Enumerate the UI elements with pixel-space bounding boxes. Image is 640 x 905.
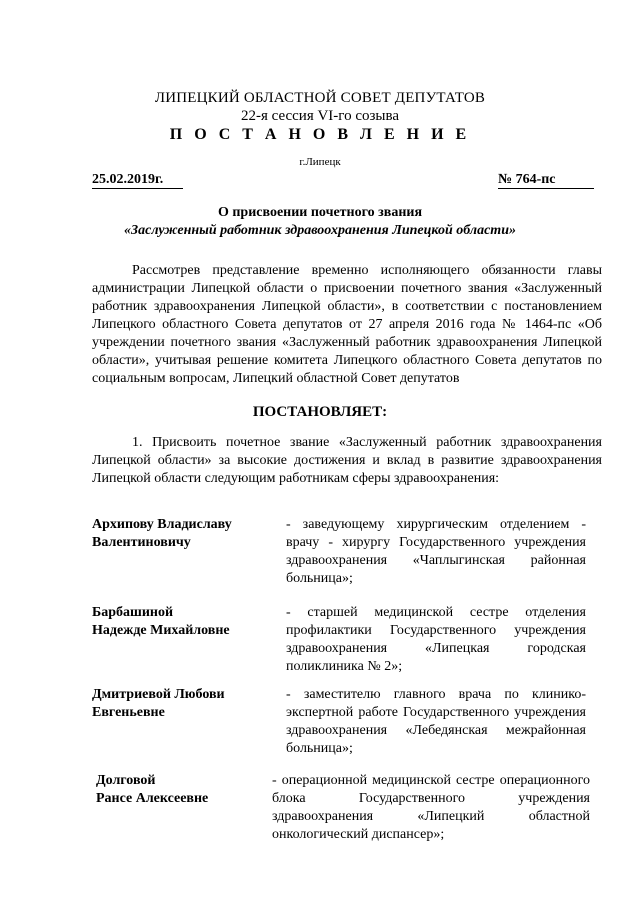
awardee-name-line2: Надежде Михайловне <box>92 623 230 638</box>
city: г.Липецк <box>299 156 341 168</box>
awardee-position: - заведующему хирургическим отделением - врачу - хирургу Государственного учреждения здравоохранения «Чаплыгинская районная больница»; <box>286 517 586 586</box>
awardee-name <box>92 686 282 722</box>
awardee-name-line1: Архипову Владиславу <box>92 517 232 532</box>
awardee-name-line1: Дмитриевой Любови <box>92 687 225 702</box>
decree-heading: ПОСТАНОВЛЯЕТ: <box>252 404 388 420</box>
session-info: 22-я сессия VI-го созыва <box>240 108 400 124</box>
item-1-text: 1. Присвоить почетное звание «Заслуженный работник здравоохранения Липецкой области» за высокие достижения и вклад в развитие здравоохранения Липецкой области следующим работникам сферы здравоохранения: <box>92 435 602 486</box>
subject-line-1: О присвоении почетного звания <box>217 205 423 220</box>
awardee-name <box>92 516 282 552</box>
awardee-name-line2: Евгеньевне <box>92 705 165 720</box>
council-name: ЛИПЕЦКИЙ ОБЛАСТНОЙ СОВЕТ ДЕПУТАТОВ <box>154 90 486 106</box>
awardee-name-line1: Долговой <box>96 773 156 788</box>
preamble-paragraph <box>92 262 602 388</box>
preamble-text: Рассмотрев представление временно исполняющего обязанности главы администрации Липецкой области о присвоении почетного звания «Заслуженный работник здравоохранения Липецкой области», в соответствии с постановлением Липецкого областного Совета депутатов от 27 апреля 2016 года № 1464-пс «Об учреждении почетного звания «Заслуженный работник здравоохранения Липецкой области», учитывая решение комитета Липецкого областного Совета депутатов по социальным вопросам, Липецкий областной Совет депутатов <box>92 263 602 386</box>
document-date: 25.02.2019г. <box>92 172 183 189</box>
awardee-name-line1: Барбашиной <box>92 605 174 620</box>
awardee-position: - заместителю главного врача по клинико-экспертной работе Государственного учреждения здравоохранения «Лебедянская межрайонная больница»; <box>286 687 586 756</box>
item-1-paragraph <box>92 434 602 488</box>
awardee-name-line2: Рансе Алексеевне <box>96 791 209 806</box>
awardee-position: - старшей медицинской сестре отделения профилактики Государственного учреждения здравоохранения «Липецкая городская поликлиника № 2»; <box>286 605 586 674</box>
awardee-name <box>96 772 286 808</box>
document-type: П О С Т А Н О В Л Е Н И Е <box>169 126 471 143</box>
awardee-name <box>92 604 282 640</box>
subject-line-2: «Заслуженный работник здравоохранения Липецкой области» <box>124 223 516 238</box>
document-number: № 764-пс <box>498 172 594 189</box>
awardee-position: - операционной медицинской сестре операционного блока Государственного учреждения здравоохранения «Липецкий областной онкологический диспансер»; <box>272 773 590 842</box>
awardee-name-line2: Валентиновичу <box>92 535 191 550</box>
